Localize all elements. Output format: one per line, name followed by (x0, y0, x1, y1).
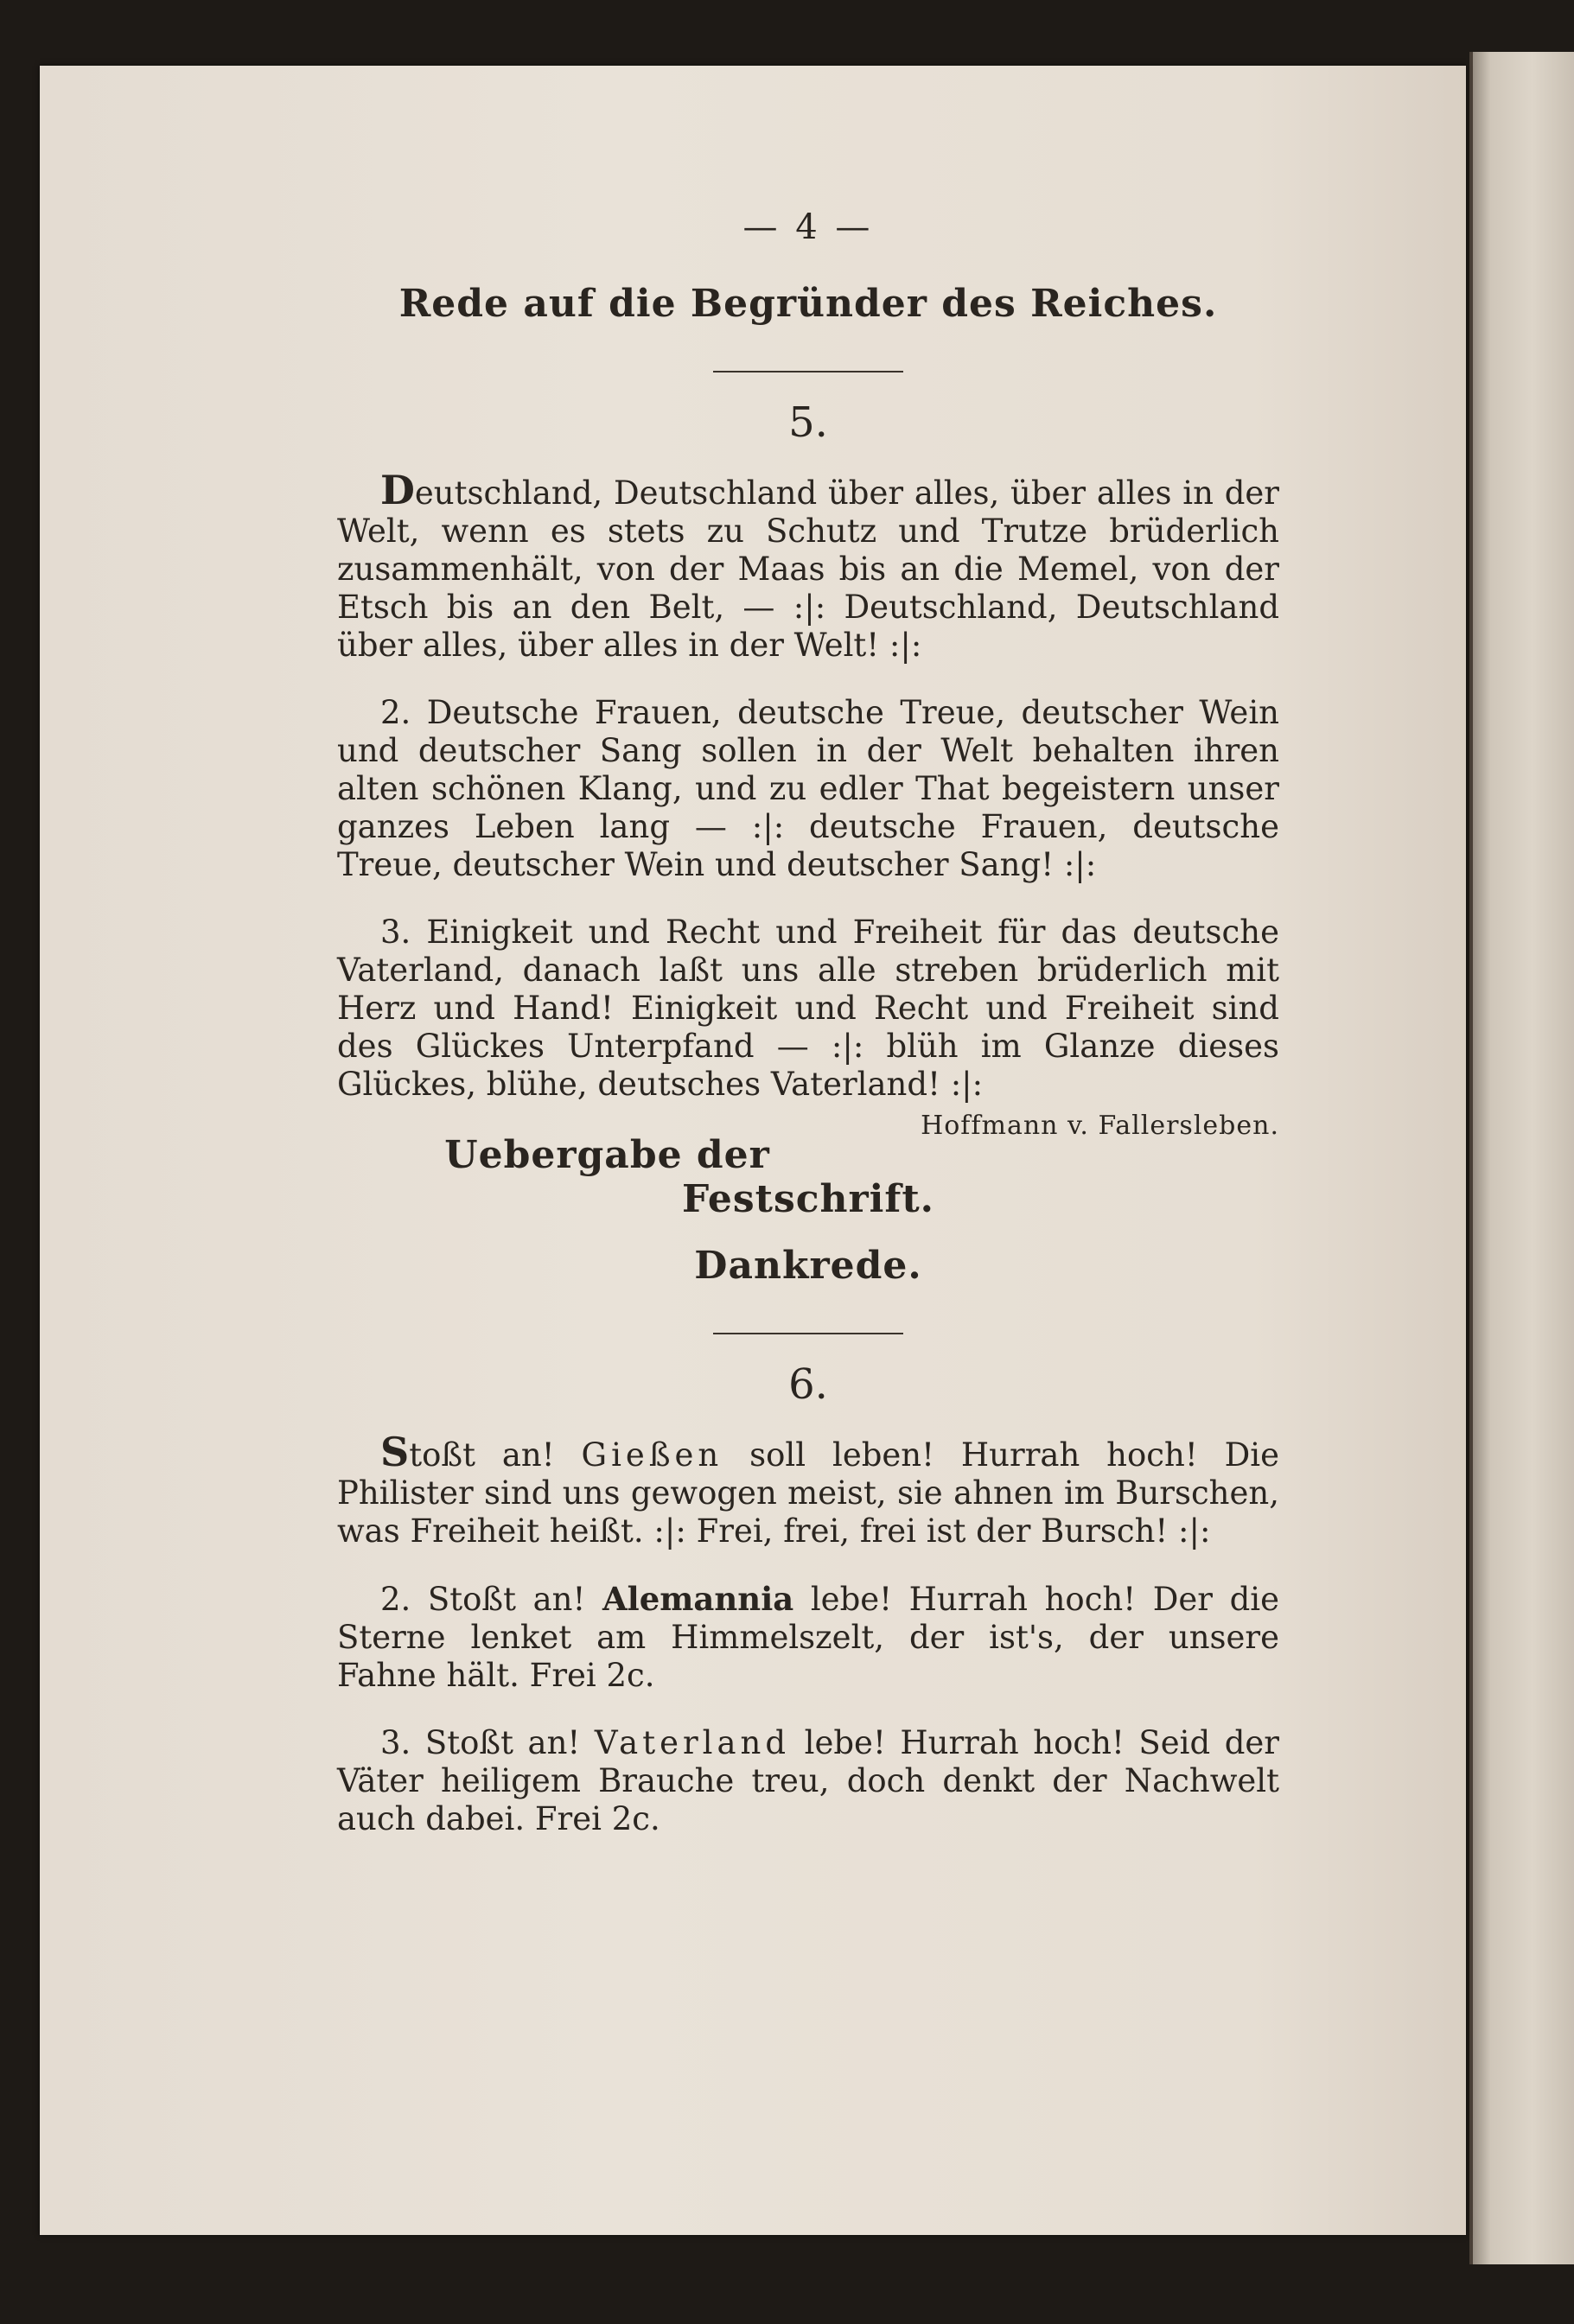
verse-text: lebe! Hurrah hoch! Seid der Väter heiligem Brauche treu, doch denkt der Nachwelt auch dabei. Frei 2c. (337, 1724, 1279, 1837)
section-heading-uebergabe: Uebergabe der Festschrift. (444, 1133, 934, 1221)
author-credit: Hoffmann v. Fallersleben. (921, 1111, 1279, 1141)
song-number-6: 6. (788, 1360, 828, 1409)
verse-text: soll leben! Hurrah hoch! Die Philister sind uns gewogen meist, sie ahnen im Burschen, was Freiheit heißt. :|: Frei, frei, frei ist der Bursch! :|: (337, 1436, 1279, 1550)
verse-emphasis: Gießen (581, 1436, 723, 1474)
adjacent-page-edge (1469, 52, 1574, 2264)
song-number-5: 5. (788, 398, 828, 447)
drop-cap: S (380, 1429, 410, 1475)
song5-verse-1 (337, 467, 1279, 665)
verse-emphasis: Vaterland (594, 1724, 791, 1761)
verse-text: 3. Stoßt an! (380, 1724, 595, 1761)
song6-verse-3 (337, 1724, 1279, 1838)
verse-emphasis: Alemannia (602, 1580, 794, 1618)
verse-text: 2. Stoßt an! (380, 1581, 602, 1618)
page-number: — 4 — (742, 207, 874, 247)
song6-verse-2 (337, 1580, 1279, 1695)
verse-text: toßt an! (409, 1436, 582, 1474)
divider-rule (713, 371, 903, 372)
verse-text: eutschland, Deutschland über alles, über alles in der Welt, wenn es stets zu Schutz und Trutze brüderlich zusammenhält, von der Maas bis an die Memel, von der Etsch bis an den Belt, — :|: Deutschland, Deutschland über alles, über alles in der Welt! :|: (337, 474, 1279, 664)
song5-verse-2: 2. Deutsche Frauen, deutsche Treue, deutscher Wein und deutscher Sang sollen in der Welt behalten ihren alten schönen Klang, und zu edler That begeistern unser ganzes Leben lang — :|: deutsche Frauen, deutsche Treue, deutscher Wein und deutscher Sang! :|: (337, 694, 1279, 883)
verse-text: lebe! Hurrah hoch! Der die Sterne lenket am Himmelszelt, der ist's, der unsere Fahne hält. Frei 2c. (337, 1581, 1279, 1694)
book-spine (1469, 52, 1473, 2264)
section-heading-rede: Rede auf die Begründer des Reiches. (398, 282, 1218, 326)
divider-rule (713, 1333, 903, 1334)
drop-cap: D (380, 467, 415, 513)
page-content (337, 207, 1279, 1868)
song6-verse-1 (337, 1429, 1279, 1550)
verse-text: 3. Einigkeit und Recht und Freiheit für das deutsche Vaterland, danach laßt uns alle streben brüderlich mit Herz und Hand! Einigkeit und Recht und Freiheit sind des Glückes Unterpfand — :|: blüh im Glanze dieses Glückes, blühe, deutsches Vaterland! :|: (337, 914, 1279, 1103)
song5-verse-3 (337, 914, 1279, 1141)
section-heading-dankrede: Dankrede. (694, 1244, 922, 1288)
